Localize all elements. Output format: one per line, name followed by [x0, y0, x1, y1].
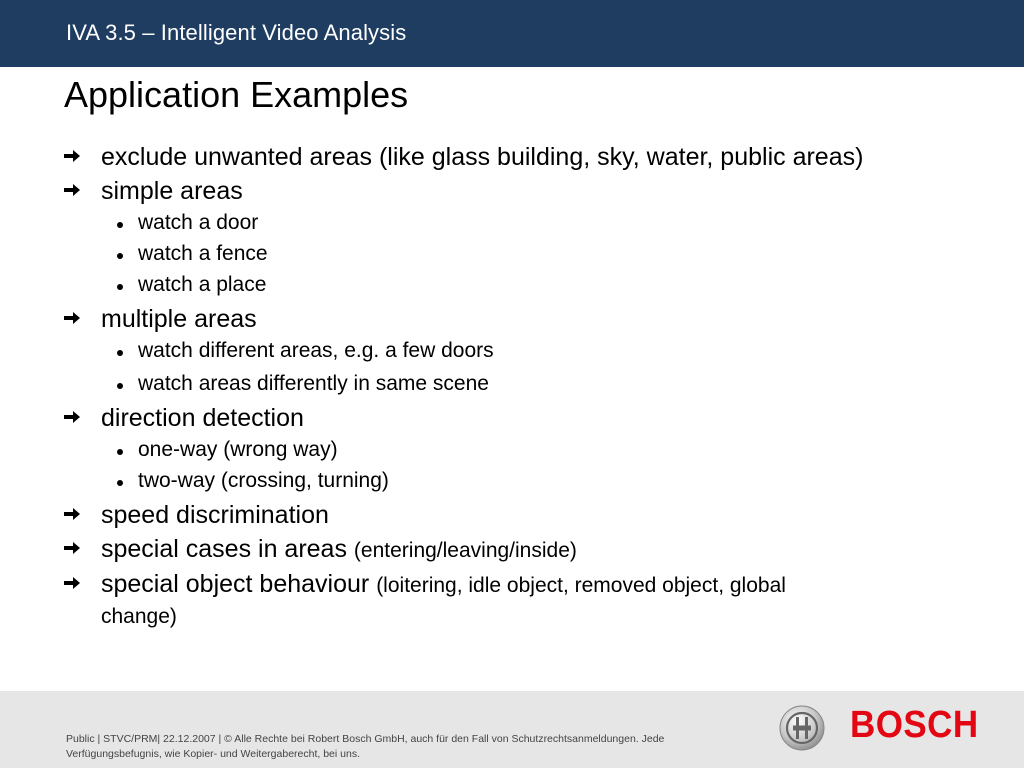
- sub-list-item: [138, 372, 489, 396]
- sub-list-item: [138, 469, 389, 493]
- list-item-note: (entering/leaving/inside): [353, 539, 577, 562]
- sub-list-item: [138, 438, 338, 462]
- list-item-text: speed discrimination: [101, 501, 329, 529]
- arrow-right-icon: [63, 575, 81, 591]
- arrow-right-icon: [63, 310, 81, 326]
- bullet-dot-icon: [117, 222, 123, 228]
- bullet-dot-icon: [117, 449, 123, 455]
- slide-title: Application Examples: [64, 74, 409, 115]
- bullet-dot-icon: [117, 253, 123, 259]
- bullet-dot-icon: [117, 480, 123, 486]
- sub-list-item-text: watch a place: [138, 273, 267, 296]
- bullet-dot-icon: [117, 383, 123, 389]
- header-bar: [0, 0, 1024, 67]
- sub-list-item-text: watch areas differently in same scene: [138, 372, 489, 395]
- arrow-right-icon: [63, 409, 81, 425]
- list-item: [101, 570, 786, 599]
- sub-list-item: [138, 211, 258, 235]
- sub-list-item: [138, 273, 266, 297]
- bosch-emblem-icon: [779, 705, 825, 751]
- sub-list-item-text: watch different areas, e.g. a few doors: [138, 339, 494, 362]
- list-item-text: direction detection: [101, 404, 304, 432]
- list-item: [101, 501, 329, 530]
- list-item: [101, 535, 577, 564]
- presentation-title: IVA 3.5 – Intelligent Video Analysis: [66, 20, 407, 45]
- list-item: [101, 404, 304, 433]
- sub-list-item-text: one-way (wrong way): [138, 438, 338, 461]
- bosch-logo-text: BOSCH: [850, 704, 979, 746]
- arrow-right-icon: [63, 148, 81, 164]
- list-item-text: exclude unwanted areas (like glass building, sky, water, public areas): [101, 143, 864, 171]
- arrow-right-icon: [63, 182, 81, 198]
- arrow-right-icon: [63, 540, 81, 556]
- list-item-text: multiple areas: [101, 305, 257, 333]
- sub-list-item-text: watch a door: [138, 211, 259, 234]
- list-item-note: (loitering, idle object, removed object, global: [376, 574, 786, 597]
- footer-bar: [0, 691, 1024, 768]
- list-item-text: simple areas: [101, 177, 243, 205]
- sub-list-item: [138, 242, 268, 266]
- sub-list-item-text: two-way (crossing, turning): [138, 469, 389, 492]
- list-item-text: special object behaviour: [101, 570, 370, 598]
- copyright-notice: Public | STVC/PRM| 22.12.2007 | © Alle Rechte bei Robert Bosch GmbH, auch für den Fall von Schutzrechtsanmeldungen. Jede Verfügungsbefugnis, wie Kopier- und Weitergaberecht, bei uns.: [66, 733, 665, 760]
- arrow-right-icon: [63, 506, 81, 522]
- list-item: [101, 177, 243, 206]
- sub-list-item-text: watch a fence: [138, 242, 268, 265]
- bullet-dot-icon: [117, 284, 123, 290]
- list-item-note-continuation: change): [101, 605, 177, 628]
- sub-list-item: [138, 339, 494, 363]
- list-item: [101, 305, 257, 334]
- bullet-dot-icon: [117, 350, 123, 356]
- list-item-text: special cases in areas: [101, 535, 347, 563]
- list-item: [101, 143, 863, 172]
